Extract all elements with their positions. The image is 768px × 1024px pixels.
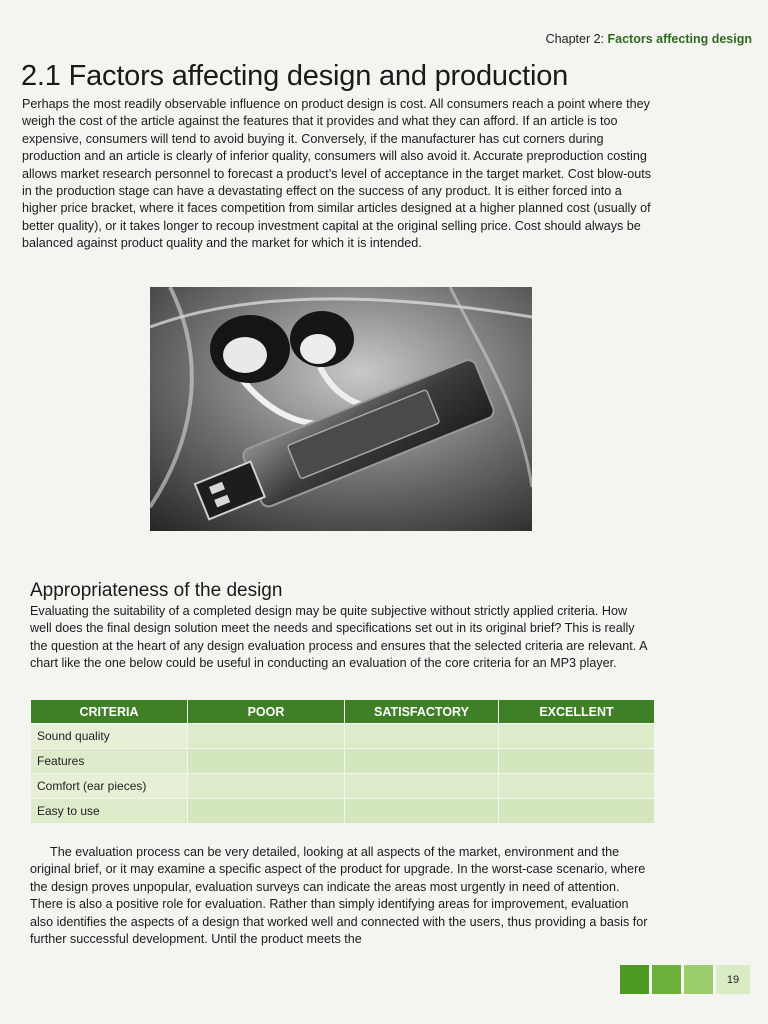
chapter-title: Factors affecting design — [607, 32, 752, 46]
body-paragraph-appropriateness: Evaluating the suitability of a completed design may be quite subjective without strictly applied criteria. How well does the final design solution meet the needs and specifications set out in its original brief? This is really the question at the heart of any design evaluation process and ensures that the selected criteria are relevant. A chart like the one below could be useful in conducting an evaluation of the core criteria for an MP3 player. — [30, 604, 647, 671]
section-heading: 2.1 Factors affecting design and production — [21, 60, 569, 92]
footer-square-medium — [652, 965, 681, 994]
rating-cell-excellent — [499, 724, 655, 749]
header-poor: POOR — [188, 700, 345, 724]
rating-cell-poor — [188, 724, 345, 749]
subsection-heading: Appropriateness of the design — [30, 580, 283, 601]
page-number: 19 — [716, 965, 750, 994]
rating-cell-satisfactory — [345, 749, 499, 774]
criteria-cell: Comfort (ear pieces) — [31, 774, 188, 799]
rating-cell-poor — [188, 799, 345, 824]
rating-cell-satisfactory — [345, 799, 499, 824]
table-row — [31, 799, 655, 824]
rating-cell-excellent — [499, 774, 655, 799]
table-row — [31, 749, 655, 774]
criteria-cell: Features — [31, 749, 188, 774]
header-excellent: EXCELLENT — [499, 700, 655, 724]
table-row — [31, 724, 655, 749]
criteria-cell: Easy to use — [31, 799, 188, 824]
body-paragraph-cost: Perhaps the most readily observable influence on product design is cost. All consumers reach a point where they weigh the cost of the article against the features that it provides and what they can afford. If an article is too expensive, consumers will tend to avoid buying it. Conversely, if the manufacturer has cut corners during production and an article is clearly of inferior quality, consumers will also avoid it. Accurate preproduction costing allows market research personnel to forecast a product’s level of acceptance in the target market. Cost blow-outs in the production stage can have a devastating effect on the success of any product. It is either forced into a higher price bracket, where it faces competition from similar articles designed at a higher planned cost (usually of better quality), or it takes longer to recoup investment capital at the original selling price. Cost should always be balanced against product quality and the market for which it is intended. — [22, 97, 652, 251]
table-row — [31, 774, 655, 799]
header-criteria: CRITERIA — [31, 700, 188, 724]
table-header-row — [31, 700, 655, 724]
rating-cell-satisfactory — [345, 724, 499, 749]
mp3-player-image — [150, 287, 532, 531]
footer-square-dark — [620, 965, 649, 994]
chapter-label: Chapter 2: — [545, 32, 605, 46]
evaluation-criteria-table — [30, 699, 655, 824]
body-paragraph-evaluation: The evaluation process can be very detailed, looking at all aspects of the market, environment and the original brief, or it may examine a specific aspect of the product for upgrade. In the worst-case scenario, where the design proves unpopular, evaluation surveys can indicate the areas most urgently in need of attention. There is also a positive role for evaluation. Rather than simply identifying areas for improvement, evaluation also identifies the aspects of a design that worked well and connected with the users, thus providing a basis for further successful development. Until the product meets the — [30, 845, 648, 947]
rating-cell-poor — [188, 774, 345, 799]
page-footer — [620, 965, 750, 994]
footer-square-light — [684, 965, 713, 994]
mp3-player-photo — [150, 287, 532, 531]
rating-cell-poor — [188, 749, 345, 774]
rating-cell-excellent — [499, 749, 655, 774]
rating-cell-excellent — [499, 799, 655, 824]
criteria-cell: Sound quality — [31, 724, 188, 749]
rating-cell-satisfactory — [345, 774, 499, 799]
running-head — [546, 32, 752, 46]
header-satisfactory: SATISFACTORY — [345, 700, 499, 724]
